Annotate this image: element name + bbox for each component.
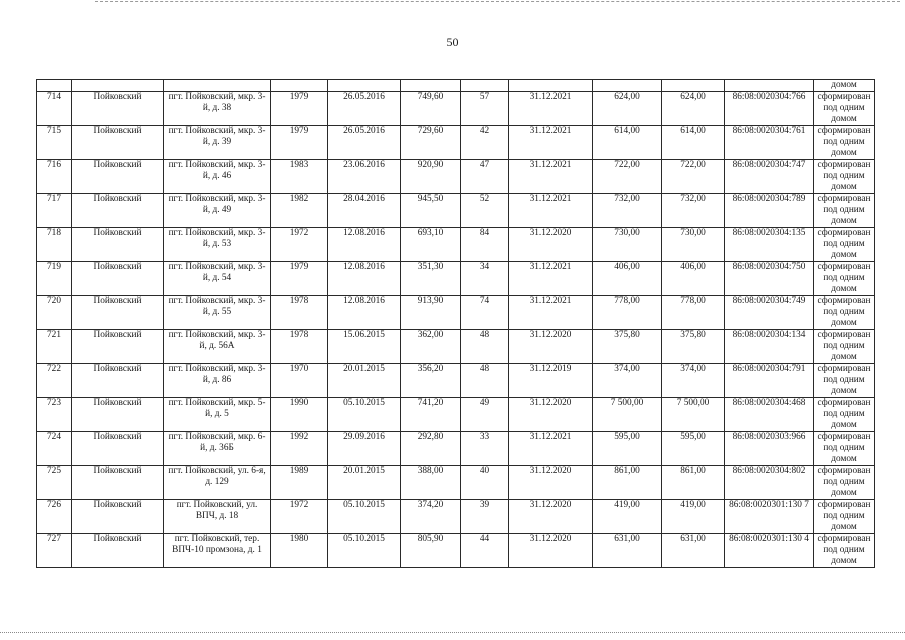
cell-empty [725, 80, 814, 92]
cell-deadline: 31.12.2020 [509, 534, 593, 568]
table-row [37, 296, 875, 330]
cell-address: пгт. Пойковский, мкр. 5-й, д. 5 [164, 398, 271, 432]
table-row [37, 160, 875, 194]
cell-settlement: Пойковский [72, 364, 164, 398]
cell-settlement: Пойковский [72, 500, 164, 534]
cell-cadastral-number: 86:08:0020301:130 7 [725, 500, 814, 534]
cell-sum-2: 595,00 [662, 432, 725, 466]
cell-cadastral-number: 86:08:0020304:802 [725, 466, 814, 500]
table-row [37, 92, 875, 126]
cell-year: 1979 [271, 92, 328, 126]
registry-table [36, 79, 875, 568]
cell-sum-1: 861,00 [593, 466, 662, 500]
cell-number: 726 [37, 500, 72, 534]
cell-status: домом [814, 80, 875, 92]
cell-residents: 84 [461, 228, 509, 262]
cell-number: 724 [37, 432, 72, 466]
table-row [37, 194, 875, 228]
cell-date: 12.08.2016 [328, 262, 401, 296]
cell-sum-2: 374,00 [662, 364, 725, 398]
cell-residents: 74 [461, 296, 509, 330]
cell-settlement: Пойковский [72, 160, 164, 194]
cell-year: 1972 [271, 500, 328, 534]
table-row [37, 262, 875, 296]
table-row [37, 228, 875, 262]
cell-sum-2: 861,00 [662, 466, 725, 500]
cell-status: сформирован под одним домом [814, 160, 875, 194]
cell-settlement: Пойковский [72, 228, 164, 262]
cell-cadastral-number: 86:08:0020304:468 [725, 398, 814, 432]
table-row [37, 534, 875, 568]
cell-deadline: 31.12.2021 [509, 296, 593, 330]
cell-cadastral-number: 86:08:0020304:789 [725, 194, 814, 228]
cell-number: 725 [37, 466, 72, 500]
cell-sum-2: 730,00 [662, 228, 725, 262]
cell-number: 715 [37, 126, 72, 160]
cell-status: сформирован под одним домом [814, 534, 875, 568]
cell-settlement: Пойковский [72, 432, 164, 466]
cell-number: 716 [37, 160, 72, 194]
cell-date: 20.01.2015 [328, 364, 401, 398]
cell-sum-2: 778,00 [662, 296, 725, 330]
cell-sum-1: 614,00 [593, 126, 662, 160]
cell-date: 05.10.2015 [328, 500, 401, 534]
cell-area: 729,60 [401, 126, 461, 160]
cell-status: сформирован под одним домом [814, 364, 875, 398]
cell-number: 720 [37, 296, 72, 330]
cell-status: сформирован под одним домом [814, 296, 875, 330]
cell-status: сформирован под одним домом [814, 398, 875, 432]
cell-residents: 52 [461, 194, 509, 228]
cell-date: 12.08.2016 [328, 296, 401, 330]
cell-area: 362,00 [401, 330, 461, 364]
cell-sum-2: 406,00 [662, 262, 725, 296]
cell-area: 693,10 [401, 228, 461, 262]
cell-number: 714 [37, 92, 72, 126]
cell-date: 05.10.2015 [328, 534, 401, 568]
cell-empty [593, 80, 662, 92]
cell-address: пгт. Пойковский, мкр. 3-й, д. 86 [164, 364, 271, 398]
cell-cadastral-number: 86:08:0020304:749 [725, 296, 814, 330]
cell-empty [461, 80, 509, 92]
cell-area: 749,60 [401, 92, 461, 126]
cell-deadline: 31.12.2020 [509, 228, 593, 262]
cell-date: 15.06.2015 [328, 330, 401, 364]
table-row [37, 364, 875, 398]
cell-sum-1: 7 500,00 [593, 398, 662, 432]
cell-year: 1979 [271, 262, 328, 296]
cell-date: 26.05.2016 [328, 92, 401, 126]
table-row [37, 466, 875, 500]
cell-sum-1: 631,00 [593, 534, 662, 568]
cell-status: сформирован под одним домом [814, 194, 875, 228]
cell-settlement: Пойковский [72, 398, 164, 432]
cell-area: 920,90 [401, 160, 461, 194]
cell-cadastral-number: 86:08:0020304:766 [725, 92, 814, 126]
cell-area: 913,90 [401, 296, 461, 330]
cell-address: пгт. Пойковский, ул. ВПЧ, д. 18 [164, 500, 271, 534]
cell-residents: 57 [461, 92, 509, 126]
registry-table-body [37, 80, 875, 568]
cell-settlement: Пойковский [72, 92, 164, 126]
page-number: 50 [446, 35, 459, 49]
continuation-row [37, 80, 875, 92]
cell-year: 1990 [271, 398, 328, 432]
cell-date: 23.06.2016 [328, 160, 401, 194]
cell-residents: 48 [461, 330, 509, 364]
cell-sum-2: 722,00 [662, 160, 725, 194]
cell-number: 721 [37, 330, 72, 364]
cell-year: 1989 [271, 466, 328, 500]
cell-settlement: Пойковский [72, 126, 164, 160]
cell-year: 1972 [271, 228, 328, 262]
cell-status: сформирован под одним домом [814, 432, 875, 466]
cell-number: 718 [37, 228, 72, 262]
cell-sum-1: 374,00 [593, 364, 662, 398]
cell-cadastral-number: 86:08:0020304:747 [725, 160, 814, 194]
cell-settlement: Пойковский [72, 330, 164, 364]
cell-status: сформирован под одним домом [814, 126, 875, 160]
cell-empty [401, 80, 461, 92]
cell-sum-2: 614,00 [662, 126, 725, 160]
cell-empty [72, 80, 164, 92]
cell-sum-1: 419,00 [593, 500, 662, 534]
cell-empty [662, 80, 725, 92]
cell-sum-1: 406,00 [593, 262, 662, 296]
cell-settlement: Пойковский [72, 194, 164, 228]
cell-sum-2: 375,80 [662, 330, 725, 364]
cell-deadline: 31.12.2021 [509, 160, 593, 194]
cell-date: 20.01.2015 [328, 466, 401, 500]
cell-sum-1: 375,80 [593, 330, 662, 364]
cell-number: 723 [37, 398, 72, 432]
cell-area: 356,20 [401, 364, 461, 398]
cell-sum-2: 7 500,00 [662, 398, 725, 432]
cell-residents: 40 [461, 466, 509, 500]
cell-sum-1: 595,00 [593, 432, 662, 466]
cell-sum-2: 419,00 [662, 500, 725, 534]
cell-empty [37, 80, 72, 92]
cell-address: пгт. Пойковский, мкр. 3-й, д. 55 [164, 296, 271, 330]
cell-empty [164, 80, 271, 92]
table-row [37, 398, 875, 432]
cell-settlement: Пойковский [72, 534, 164, 568]
cell-settlement: Пойковский [72, 466, 164, 500]
cell-address: пгт. Пойковский, мкр. 3-й, д. 54 [164, 262, 271, 296]
scan-artifact-bottom [0, 632, 905, 633]
cell-address: пгт. Пойковский, мкр. 3-й, д. 56А [164, 330, 271, 364]
cell-status: сформирован под одним домом [814, 466, 875, 500]
cell-deadline: 31.12.2020 [509, 466, 593, 500]
cell-date: 26.05.2016 [328, 126, 401, 160]
cell-residents: 39 [461, 500, 509, 534]
cell-address: пгт. Пойковский, тер. ВПЧ-10 промзона, д. 1 [164, 534, 271, 568]
cell-deadline: 31.12.2021 [509, 126, 593, 160]
cell-number: 727 [37, 534, 72, 568]
cell-residents: 47 [461, 160, 509, 194]
cell-area: 351,30 [401, 262, 461, 296]
cell-deadline: 31.12.2021 [509, 92, 593, 126]
cell-address: пгт. Пойковский, мкр. 6-й, д. 36Б [164, 432, 271, 466]
cell-deadline: 31.12.2020 [509, 330, 593, 364]
cell-cadastral-number: 86:08:0020304:761 [725, 126, 814, 160]
cell-year: 1983 [271, 160, 328, 194]
cell-deadline: 31.12.2020 [509, 398, 593, 432]
cell-deadline: 31.12.2019 [509, 364, 593, 398]
cell-deadline: 31.12.2021 [509, 262, 593, 296]
cell-number: 719 [37, 262, 72, 296]
cell-sum-2: 631,00 [662, 534, 725, 568]
cell-status: сформирован под одним домом [814, 262, 875, 296]
table-row [37, 330, 875, 364]
cell-empty [509, 80, 593, 92]
cell-deadline: 31.12.2021 [509, 194, 593, 228]
cell-date: 28.04.2016 [328, 194, 401, 228]
cell-year: 1979 [271, 126, 328, 160]
cell-address: пгт. Пойковский, мкр. 3-й, д. 39 [164, 126, 271, 160]
table-row [37, 500, 875, 534]
cell-cadastral-number: 86:08:0020304:135 [725, 228, 814, 262]
cell-empty [271, 80, 328, 92]
cell-address: пгт. Пойковский, мкр. 3-й, д. 38 [164, 92, 271, 126]
cell-year: 1980 [271, 534, 328, 568]
cell-residents: 33 [461, 432, 509, 466]
cell-sum-2: 732,00 [662, 194, 725, 228]
cell-sum-1: 624,00 [593, 92, 662, 126]
cell-date: 29.09.2016 [328, 432, 401, 466]
cell-area: 292,80 [401, 432, 461, 466]
cell-residents: 42 [461, 126, 509, 160]
cell-sum-1: 778,00 [593, 296, 662, 330]
cell-residents: 44 [461, 534, 509, 568]
cell-sum-1: 730,00 [593, 228, 662, 262]
cell-residents: 34 [461, 262, 509, 296]
cell-area: 374,20 [401, 500, 461, 534]
cell-deadline: 31.12.2020 [509, 500, 593, 534]
cell-year: 1992 [271, 432, 328, 466]
cell-date: 12.08.2016 [328, 228, 401, 262]
cell-address: пгт. Пойковский, мкр. 3-й, д. 53 [164, 228, 271, 262]
table-row [37, 432, 875, 466]
cell-number: 717 [37, 194, 72, 228]
cell-cadastral-number: 86:08:0020303:966 [725, 432, 814, 466]
cell-sum-1: 722,00 [593, 160, 662, 194]
cell-status: сформирован под одним домом [814, 92, 875, 126]
cell-status: сформирован под одним домом [814, 228, 875, 262]
cell-area: 805,90 [401, 534, 461, 568]
cell-year: 1978 [271, 296, 328, 330]
cell-year: 1978 [271, 330, 328, 364]
cell-cadastral-number: 86:08:0020304:791 [725, 364, 814, 398]
cell-status: сформирован под одним домом [814, 330, 875, 364]
cell-settlement: Пойковский [72, 296, 164, 330]
cell-area: 388,00 [401, 466, 461, 500]
scan-artifact-top [95, 1, 900, 2]
cell-date: 05.10.2015 [328, 398, 401, 432]
cell-year: 1982 [271, 194, 328, 228]
cell-settlement: Пойковский [72, 262, 164, 296]
cell-area: 741,20 [401, 398, 461, 432]
cell-empty [328, 80, 401, 92]
cell-area: 945,50 [401, 194, 461, 228]
cell-status: сформирован под одним домом [814, 500, 875, 534]
cell-address: пгт. Пойковский, мкр. 3-й, д. 46 [164, 160, 271, 194]
cell-address: пгт. Пойковский, мкр. 3-й, д. 49 [164, 194, 271, 228]
cell-cadastral-number: 86:08:0020304:134 [725, 330, 814, 364]
cell-sum-2: 624,00 [662, 92, 725, 126]
cell-number: 722 [37, 364, 72, 398]
table-row [37, 126, 875, 160]
cell-residents: 49 [461, 398, 509, 432]
cell-cadastral-number: 86:08:0020304:750 [725, 262, 814, 296]
cell-cadastral-number: 86:08:0020301:130 4 [725, 534, 814, 568]
cell-address: пгт. Пойковский, ул. 6-я, д. 129 [164, 466, 271, 500]
cell-deadline: 31.12.2021 [509, 432, 593, 466]
cell-sum-1: 732,00 [593, 194, 662, 228]
cell-residents: 48 [461, 364, 509, 398]
cell-year: 1970 [271, 364, 328, 398]
